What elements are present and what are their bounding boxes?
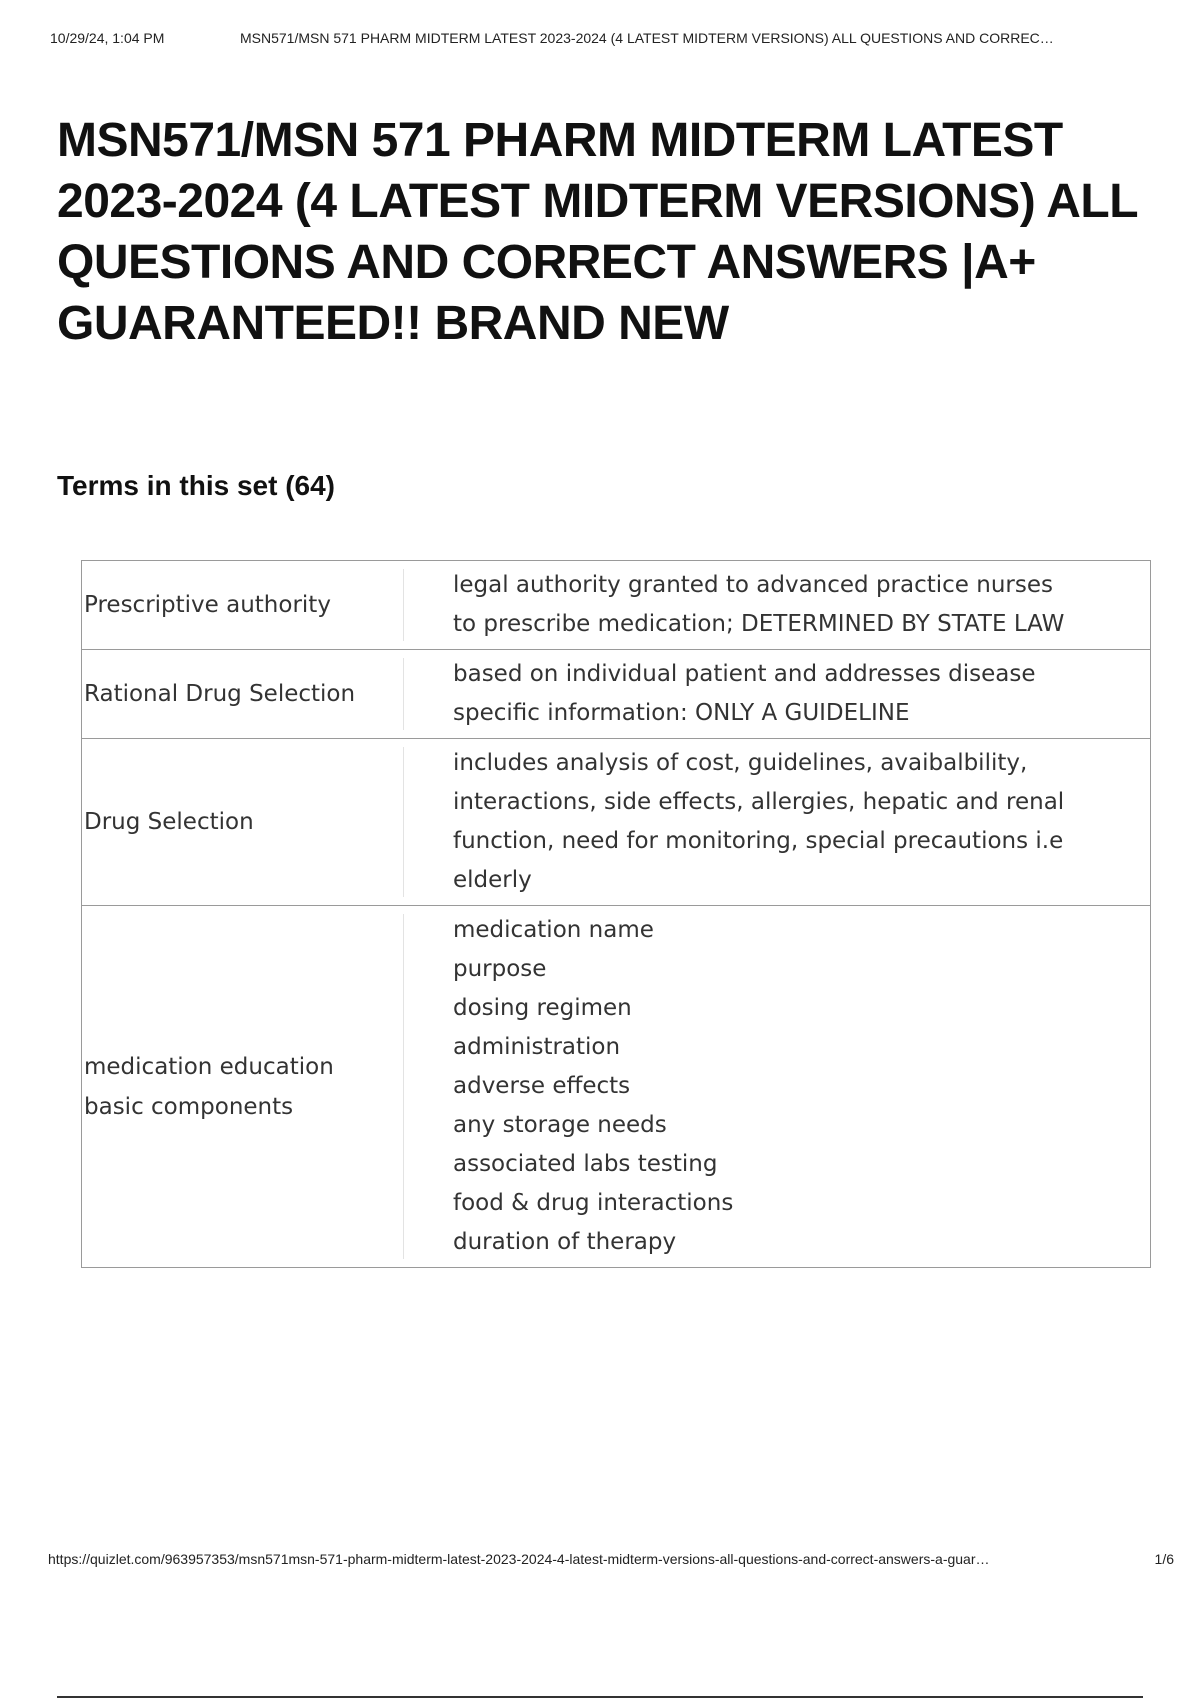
definition-text: dosing regimen bbox=[453, 995, 632, 1021]
definition-cell bbox=[404, 650, 1151, 739]
print-header bbox=[50, 30, 1150, 50]
term-cell bbox=[82, 650, 405, 739]
term-row bbox=[82, 739, 1151, 906]
term-text: Prescriptive authority bbox=[84, 592, 331, 618]
term-text: basic components bbox=[84, 1093, 294, 1120]
definition-text: specific information: ONLY A GUIDELINE bbox=[453, 700, 910, 726]
term-cell bbox=[82, 739, 405, 906]
term-row bbox=[82, 650, 1151, 739]
definition-text: interactions, side effects, allergies, hepatic and renal bbox=[453, 789, 1065, 815]
definition-text: to prescribe medication; DETERMINED BY STATE LAW bbox=[453, 611, 1065, 637]
definition-text: any storage needs bbox=[453, 1112, 667, 1138]
terms-table bbox=[81, 560, 1151, 1268]
definition-cell bbox=[404, 561, 1151, 650]
page-number: 1/6 bbox=[1154, 1551, 1174, 1567]
print-timestamp: 10/29/24, 1:04 PM bbox=[50, 30, 165, 46]
definition-text: elderly bbox=[453, 867, 532, 893]
print-footer bbox=[48, 1551, 1180, 1571]
term-text: Rational Drug Selection bbox=[84, 681, 356, 707]
term-text: medication education bbox=[84, 1053, 334, 1080]
definition-text: administration bbox=[453, 1034, 621, 1060]
print-document-title: MSN571/MSN 571 PHARM MIDTERM LATEST 2023-2024 (4 LATEST MIDTERM VERSIONS) ALL QUESTIONS AND CORREC… bbox=[240, 30, 1054, 46]
definition-cell bbox=[404, 906, 1151, 1268]
definition-text: based on individual patient and addresses disease bbox=[453, 661, 1036, 687]
definition-text: associated labs testing bbox=[453, 1151, 718, 1177]
term-cell bbox=[82, 906, 405, 1268]
definition-text: duration of therapy bbox=[453, 1229, 677, 1255]
definition-text: function, need for monitoring, special precautions i.e bbox=[453, 828, 1064, 854]
terms-table-body bbox=[82, 561, 1151, 1268]
definition-cell bbox=[404, 739, 1151, 906]
bottom-divider bbox=[57, 1696, 1143, 1698]
definition-text: medication name bbox=[453, 917, 654, 943]
page-title: MSN571/MSN 571 PHARM MIDTERM LATEST 2023-2024 (4 LATEST MIDTERM VERSIONS) ALL QUESTIONS AND CORRECT ANSWERS |A+ GUARANTEED!! BRAND NEW bbox=[57, 114, 1138, 350]
definition-text: adverse effects bbox=[453, 1073, 631, 1099]
definition-text: food & drug interactions bbox=[453, 1190, 734, 1216]
term-text: Drug Selection bbox=[84, 809, 254, 835]
term-row bbox=[82, 561, 1151, 650]
terms-set-heading: Terms in this set (64) bbox=[57, 470, 336, 501]
term-row bbox=[82, 906, 1151, 1268]
definition-text: includes analysis of cost, guidelines, avaibalbility, bbox=[453, 750, 1028, 776]
term-cell bbox=[82, 561, 405, 650]
page-url: https://quizlet.com/963957353/msn571msn-571-pharm-midterm-latest-2023-2024-4-latest-midterm-versions-all-questions-and-correct-answers-a-guar… bbox=[48, 1551, 990, 1567]
definition-text: purpose bbox=[453, 956, 547, 982]
definition-text: legal authority granted to advanced practice nurses bbox=[453, 572, 1053, 598]
